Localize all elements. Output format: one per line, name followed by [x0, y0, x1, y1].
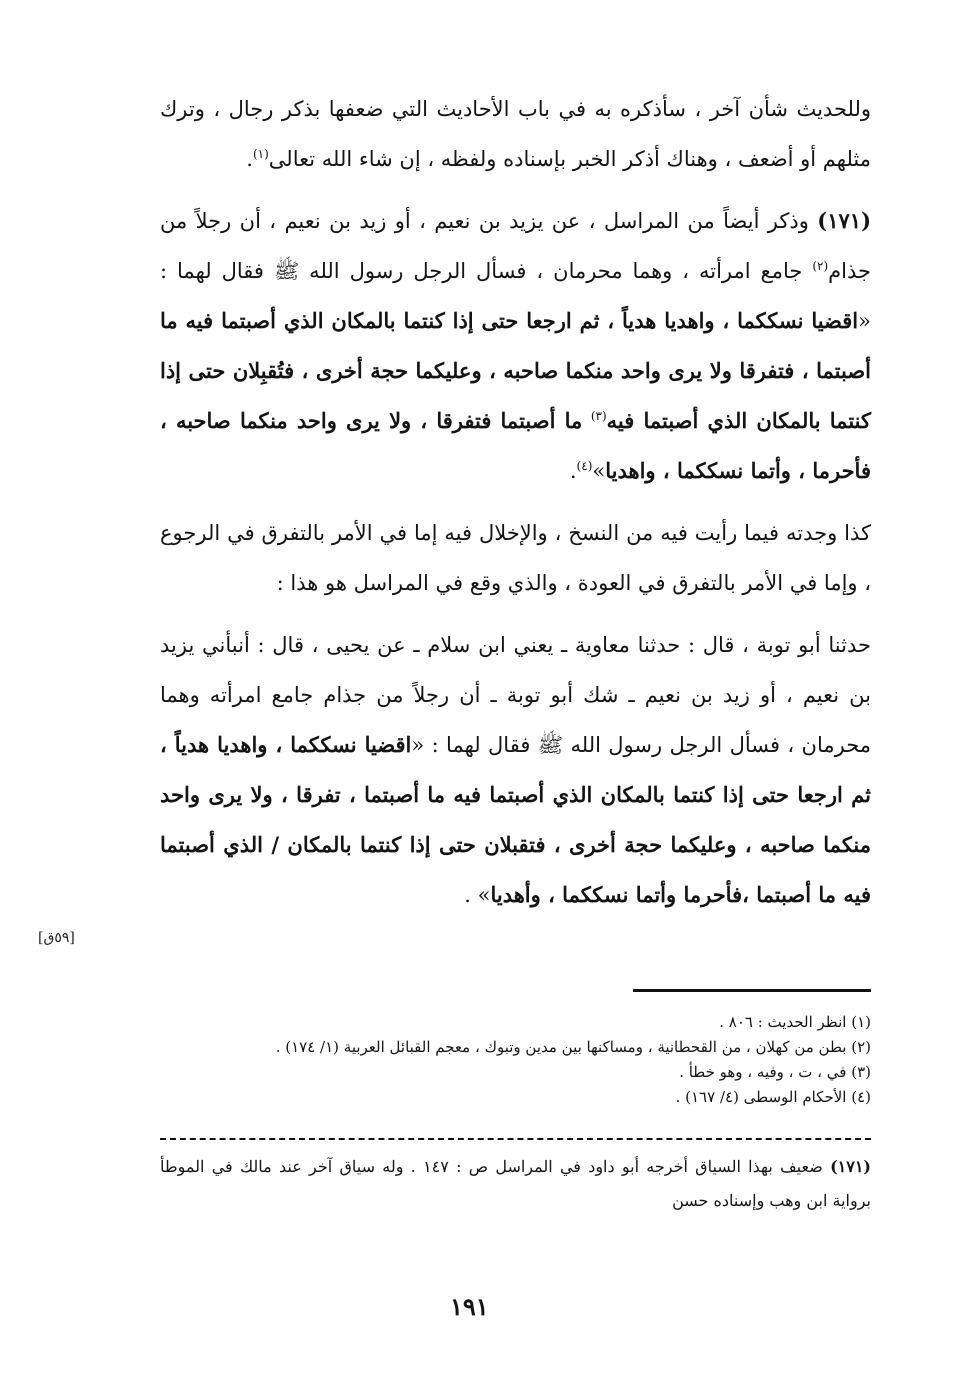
- footnote-ref-4[interactable]: (٤): [576, 459, 593, 473]
- commentary-text: ضعيف بهذا السياق أخرجه أبو داود في المراسل ص : ١٤٧ . وله سياق آخر عند مالك في الموطأ برواية ابن وهب وإسناده حسن: [160, 1157, 871, 1210]
- hadith-quote-part-1: اقضيا نسككما ، واهديا هدياً ، ثم ارجعا حتى إذا كنتما بالمكان الذي أصبتما فيه ما أصبتما ، فتفرقا ولا يرى واحد منكما صاحبه ، وعليكما حجة أخرى ، فتُقبِلان حتى إذا كنتما بالمكان الذي أصبتما فيه: [160, 308, 871, 433]
- paragraph-1: [160, 84, 871, 184]
- hadith-quote-part-2: ما أصبتما فتفرقا ، ولا يرى واحد منكما صاحبه ، فأحرما ، وأتما نسككما ، واهديا: [160, 408, 871, 483]
- paragraph-2-end: .: [569, 459, 577, 483]
- footnote-1: (١) انظر الحديث : ٨٠٦ .: [719, 1013, 871, 1031]
- footnote-ref-2[interactable]: (٢): [812, 259, 829, 273]
- commentary: [160, 1150, 871, 1218]
- hadith-quote-mursal: اقضيا نسككما ، واهديا هدياً ، ثم ارجعا حتى إذا كنتما بالمكان الذي أصبتما فيه ما أصبتما ، تفرقا ، ولا يرى واحد منكما صاحبه ، وعليكما حجة أخرى ، فتقبلان حتى إذا كنتما بالمكان / الذي أصبتما فيه ما أصبتما ،فأحرما وأتما نسككما ، وأهديا: [160, 732, 871, 907]
- main-text: [160, 84, 871, 932]
- footnote-3: (٣) في ، ت ، وفيه ، وهو خطأ .: [679, 1063, 871, 1081]
- page-number: ١٩١: [450, 1292, 489, 1321]
- quote-close: »: [592, 459, 606, 483]
- footnote-ref-3[interactable]: (٣): [590, 409, 607, 423]
- paragraph-4: [160, 620, 871, 920]
- paragraph-4-text: حدثنا أبو توبة ، قال : حدثنا معاوية ـ يعني ابن سلام ـ عن يحيى ، قال : أنبأني يزيد بن نعيم ، أو زيد بن نعيم ـ شك أبو توبة ـ أن رجلاً من جذام جامع امرأته وهما محرمان ، فسأل الرجل رسول الله ﷺ فقال لهما : «: [160, 633, 871, 757]
- footnote-2: (٢) بطن من كهلان ، من القحطانية ، ومساكنها بين مدين وتبوك ، معجم القبائل العربية (١/ ١٧٤) .: [275, 1038, 871, 1056]
- hadith-number: (١٧١): [817, 208, 871, 233]
- paragraph-hadith-171: [160, 196, 871, 496]
- footnote-divider: [633, 989, 871, 992]
- footnote-ref-1[interactable]: (١): [252, 147, 269, 161]
- paragraph-4-end: » .: [464, 883, 491, 907]
- footnotes: [160, 1010, 871, 1110]
- footnote-4: (٤) الأحكام الوسطى (٤/ ١٦٧) .: [675, 1088, 871, 1106]
- paragraph-3: كذا وجدته فيما رأيت فيه من النسخ ، والإخلال فيه إما في الأمر بالتفرق في الرجوع ، وإما في الأمر بالتفرق في العودة ، والذي وقع في المراسل هو هذا :: [160, 521, 871, 595]
- margin-folio-note: [٥٩ق]: [38, 930, 75, 946]
- paragraph-1-end: .: [246, 147, 253, 171]
- commentary-number: (١٧١): [830, 1157, 871, 1176]
- paragraph-2-intro: وذكر أيضاً من المراسل ، عن يزيد بن نعيم ، أو زيد بن نعيم ، أن رجلاً من جذام: [160, 209, 871, 283]
- paragraph-1-text: وللحديث شأن آخر ، سأذكره به في باب الأحاديث التي ضعفها بذكر رجال ، وترك مثلهم أو أضعف ، وهناك أذكر الخبر بإسناده ولفظه ، إن شاء الله تعالى: [160, 97, 871, 171]
- commentary-divider: [160, 1138, 871, 1140]
- paragraph-2-text: جامع امرأته ، وهما محرمان ، فسأل الرجل رسول الله ﷺ فقال لهما : «: [160, 259, 871, 333]
